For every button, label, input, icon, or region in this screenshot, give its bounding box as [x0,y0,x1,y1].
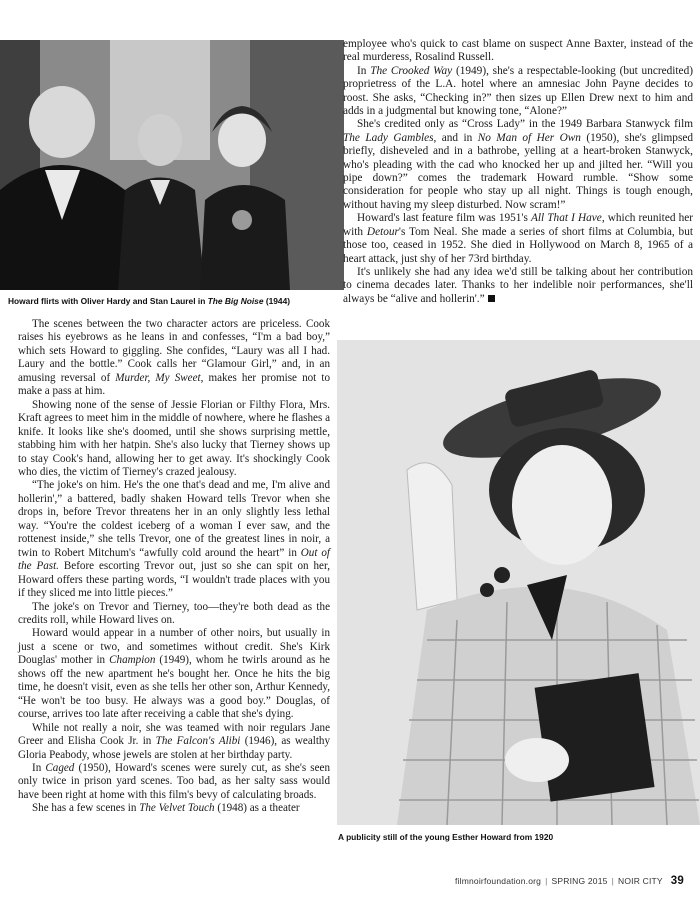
paragraph [18,318,330,399]
paragraph [18,802,330,815]
paragraph-text: (1949), she's a respectable-looking (but uncredited) proprietress of the L.A. hotel where an amnesiac John Payne decides to roost. She asks, “Checking in?” then sizes up Ellen Drew next to him and adds in a judgmental but knowing tone, “Alone?” [343,64,693,118]
paragraph-text: , and in [433,131,478,144]
film-title: The Falcon's Alibi [155,735,241,748]
paragraph [343,266,693,306]
footer-magazine: NOIR CITY [618,876,663,886]
paragraph [18,722,330,762]
footer-site: filmnoirfoundation.org [454,876,542,886]
page-footer: filmnoirfoundation.org | SPRING 2015 | NOIR CITY 39 [454,875,684,887]
paragraph [18,762,330,802]
paragraph-text: Showing none of the sense of Jessie Florian or Filthy Flora, Mrs. Kraft agrees to meet him in the middle of nowhere, where he flashes a knife. It looks like she's doomed, until she shows surprising mettle, stabbing him with her hatpin. She's also lucky that Tierney shows up to stay Cook's hand, allowing her to get away. It's shockingly Cook who dies, the victim of Tierney's crazed jealousy. [18,398,330,478]
paragraph-text: (1950), she's glimpsed briefly, disheveled and in a bathrobe, yelling at a heart-broken Stanwyck, who's pleading with the cad who knocked her up and jilted her. “Will you pipe down?” comes the trademark Howard rumble. “Show some consideration for people who stay up all night. Things is tough enough, without having my sleep disturbed. Now scram!” [343,131,694,211]
paragraph-text: (1946), as wealthy Gloria Peabody, whose jewels are stolen at her birthday party. [18,735,331,761]
paragraph-text: While not really a noir, she was teamed with noir regulars Jane Greer and Elisha Cook Jr. in [18,721,330,748]
left-text-column [18,318,330,816]
paragraph [343,212,693,266]
film-title: The Lady Gambles [343,131,434,144]
paragraph-text: Before escorting Trevor out, just so she can spit on her, Howard offers these parting words, “I wouldn't trade places with you if they sliced me into little pieces.” [18,560,331,600]
paragraph-text: In [357,64,371,77]
paragraph [18,601,330,628]
paragraph-text: , which reunited her with [343,212,694,238]
film-title: Detour [366,225,399,238]
film-still-photo [0,40,344,290]
paragraph-text: In [32,761,46,774]
paragraph-text: The joke's on Trevor and Tierney, too—they're both dead as the credits roll, while Howard lives on. [18,600,330,626]
paragraph [343,118,693,212]
paragraph-text: It's unlikely she had any idea we'd still be talking about her contribution to cinema decades later. Thanks to her indelible noir performances, she'll always be “alive and hollerin'.” [343,265,693,305]
paragraph [343,65,693,119]
portrait-photo [337,340,700,825]
right-text-column [343,38,693,306]
caption-film-title: The Big Noise [207,296,264,306]
film-title: No Man of Her Own [477,131,581,144]
film-title: The Crooked Way [370,64,453,77]
paragraph [343,38,693,65]
portrait-photo-icon [337,340,700,825]
film-title: Out of the Past. [18,546,330,573]
paragraph-text: employee who's quick to cast blame on suspect Anne Baxter, instead of the real murderess, Rosalind Russell. [343,38,693,64]
bottom-photo-caption: A publicity still of the young Esther Howard from 1920 [338,832,554,842]
paragraph-text: 's Tom Neal. She made a series of short films at Columbia, but those too, ceased in 1952. She died in Hollywood on March 8, 1965 of a heart attack, just shy of her 73rd birthday. [343,225,693,265]
top-photo-caption [8,296,290,307]
paragraph-text: , makes her promise not to make a pass at him. [18,371,330,398]
paragraph-text: The scenes between the two character actors are priceless. Cook raises his eyebrows as he leans in and confesses, “I'm a bad boy,” which sets Howard to giggling. She confides, “Laury was all I had. Laury and the bottle.” Cook calls her “Glamour Girl,” and, in an amusing reversal of [18,318,330,384]
paragraph-text: (1949), whom he twirls around as he shows off the new apartment he's bought her. Once he hits the big time, he doesn't visit, even as she tells her other son, Arthur Kennedy, “He won't be too busy. He always was a good boy.” Douglas, of course, arrives too late after receiving a cable that she's dying. [18,654,330,721]
film-title: Murder, My Sweet [115,371,201,384]
film-title: All That I Have [530,212,602,225]
end-of-article-mark [488,295,495,302]
film-title: Caged [45,761,75,774]
film-title: The Velvet Touch [139,802,215,815]
film-title: Champion [109,654,156,667]
caption-year: (1944) [263,296,291,306]
paragraph-text: (1950), Howard's scenes were surely cut, as she's seen only twice in prison yard scenes. Too bad, as her salty sass would have been right at home with this film's bevy of calculating broads. [18,761,330,801]
paragraph [18,399,330,480]
film-still-photo-icon [0,40,344,290]
paragraph-text: “The joke's on him. He's the one that's dead and me, I'm alive and hollerin',” a battered, badly shaken Howard tells Trevor when she drops in, before Trevor threatens her in an only slightly less lethal way. “You're the coldest iceberg of a woman I ever saw, and the rottenest inside,” she tells Trevor, one of the greatest lines in noir, a twin to Robert Mitchum's “awfully cold around the heart” in [18,479,330,559]
page-number: 39 [670,875,684,887]
paragraph-text: She's credited only as “Cross Lady” in the 1949 Barbara Stanwyck film [357,118,693,131]
paragraph-text: Howard's last feature film was 1951's [357,212,531,225]
paragraph-text: (1948) as a theater [214,802,300,815]
paragraph [18,627,330,721]
footer-issue: SPRING 2015 [551,876,608,886]
paragraph-text: She has a few scenes in [32,802,140,815]
paragraph [18,479,330,600]
paragraph-text: Howard would appear in a number of other noirs, but usually in just a scene or two, and sometimes without credit. She's Kirk Douglas' mother in [18,627,330,667]
caption-text: Howard flirts with Oliver Hardy and Stan Laurel in [8,296,208,306]
